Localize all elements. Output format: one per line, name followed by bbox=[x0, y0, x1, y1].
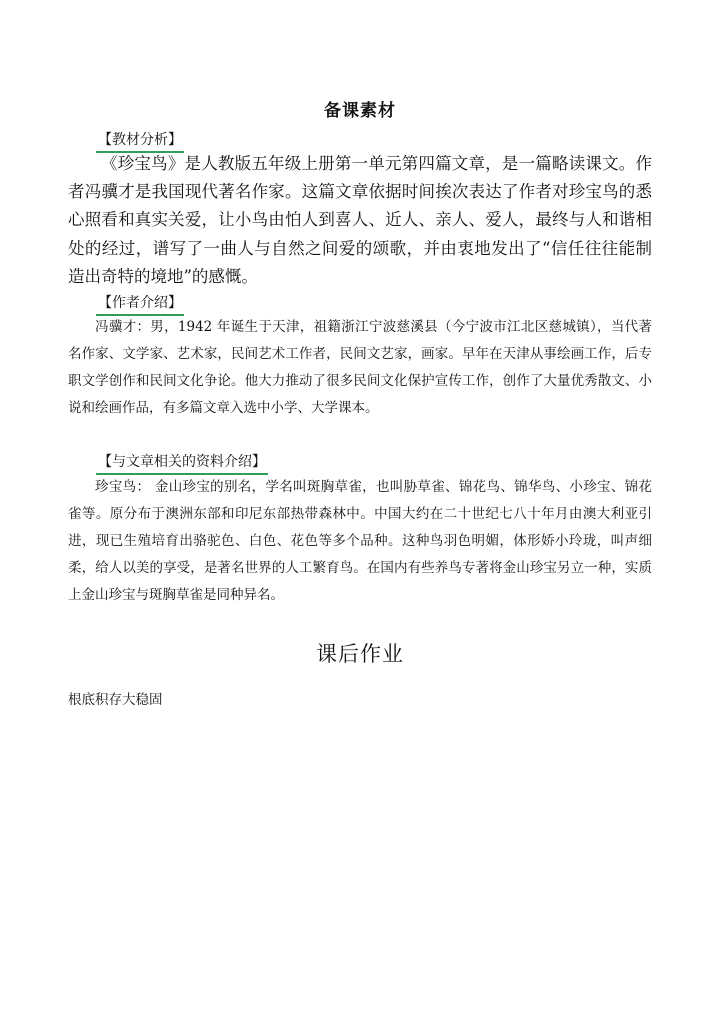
homework-subheading: 根底积存大稳固 bbox=[68, 692, 163, 708]
related-material-tag: 【与文章相关的资料介绍】 bbox=[96, 453, 268, 475]
textbook-analysis-text: 《珍宝鸟》是人教版五年级上册第一单元第四篇文章，是一篇略读课文。作者冯骥才是我国现代著名作家。这篇文章依据时间挨次表达了作者对珍宝鸟的悉心照看和真实关爱，让小鸟由怕人到喜人、近人、亲人、爱人，最终与人和谐相处的经过，谱写了一曲人与自然之间爱的颂歌，并由衷地发出了“信任往往能制造出奇特的境地”的感慨。 bbox=[68, 154, 652, 286]
related-material-text: 珍宝鸟： 金山珍宝的别名，学名叫斑胸草雀，也叫胁草雀、锦花鸟、锦华鸟、小珍宝、锦花雀等。原分布于澳洲东部和印尼东部热带森林中。中国大约在二十世纪七八十年月由澳大利亚引进，现已生殖培育出骆驼色、白色、花色等多个品种。这种鸟羽色明媚，体形娇小玲珑，叫声细柔，给人以美的享受，是著名世界的人工繁育鸟。在国内有些养鸟专著将金山珍宝另立一种，实质上金山珍宝与斑胸草雀是同种异名。 bbox=[68, 479, 652, 603]
author-intro-text: 冯骥才：男，1942 年诞生于天津，祖籍浙江宁波慈溪县（今宁波市江北区慈城镇），当代著名作家、文学家、艺术家，民间艺术工作者，民间文艺家，画家。早年在天津从事绘画工作，后专职文学创作和民间文化争论。他大力推动了很多民间文化保护宣传工作，创作了大量优秀散文、小说和绘画作品，有多篇文章入选中小学、大学课本。 bbox=[68, 319, 652, 416]
page-title: 备课素材 bbox=[324, 101, 396, 121]
homework-title: 课后作业 bbox=[316, 642, 404, 666]
textbook-analysis-tag: 【教材分析】 bbox=[96, 131, 184, 153]
author-intro-tag: 【作者介绍】 bbox=[96, 294, 184, 316]
